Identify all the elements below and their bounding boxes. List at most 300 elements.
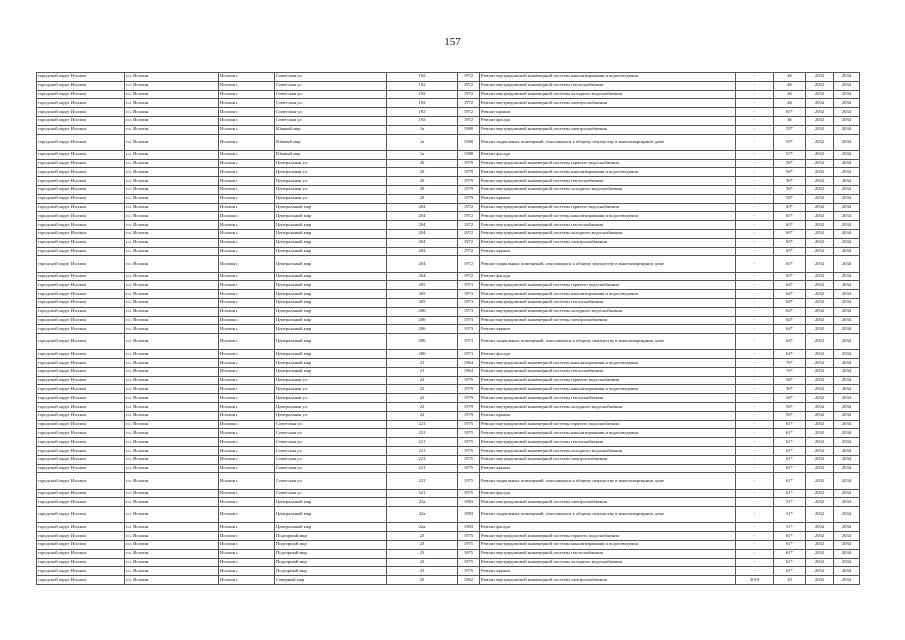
build-year-cell: 1975 <box>458 473 480 489</box>
work-type-cell: Ремонт крыши <box>480 325 736 334</box>
wear-percent-cell: 65* <box>774 203 806 212</box>
last-repair-year-cell: - <box>736 90 774 99</box>
last-repair-year-cell: - <box>736 359 774 368</box>
city-cell: г.о. Исилин <box>125 473 219 489</box>
settlement-cell: Исилин г. <box>219 281 275 290</box>
last-repair-year-cell: - <box>736 177 774 186</box>
house-number-cell: 221 <box>387 438 458 447</box>
table-row <box>37 507 860 523</box>
plan-start-year-cell: 2032 <box>806 212 834 221</box>
plan-end-year-cell: 2034 <box>834 558 860 567</box>
street-cell: Центральный мкр <box>275 367 387 376</box>
table-row <box>37 576 860 585</box>
settlement-cell: Исилин г. <box>219 376 275 385</box>
house-number-cell: 204 <box>387 238 458 247</box>
table-row <box>37 159 860 168</box>
wear-percent-cell: 64* <box>774 298 806 307</box>
table-row <box>37 81 860 90</box>
build-year-cell: 1964 <box>458 367 480 376</box>
work-type-cell: Ремонт внутридомовой инженерной системы канализирования и водоотведения <box>480 541 736 550</box>
okrug-cell: городской округ Исилин <box>37 73 125 82</box>
last-repair-year-cell: - <box>736 334 774 350</box>
table-row <box>37 73 860 82</box>
table-row <box>37 334 860 350</box>
house-number-cell: 192 <box>387 73 458 82</box>
table-row <box>37 455 860 464</box>
build-year-cell: 1983 <box>458 507 480 523</box>
work-type-cell: Ремонт крыши <box>480 411 736 420</box>
build-year-cell: 1979 <box>458 159 480 168</box>
plan-start-year-cell: 2032 <box>806 489 834 498</box>
last-repair-year-cell: - <box>736 307 774 316</box>
work-type-cell: Ремонт внутридомовой инженерной системы канализирования и водоотведения <box>480 290 736 299</box>
okrug-cell: городской округ Исилин <box>37 81 125 90</box>
city-cell: г.о. Исилин <box>125 81 219 90</box>
build-year-cell: 1979 <box>458 403 480 412</box>
plan-start-year-cell: 2032 <box>806 523 834 532</box>
last-repair-year-cell: 2010 <box>736 576 774 585</box>
house-number-cell: 221 <box>387 429 458 438</box>
street-cell: Центральный мкр <box>275 290 387 299</box>
last-repair-year-cell: - <box>736 99 774 108</box>
street-cell: Центральный мкр <box>275 256 387 272</box>
plan-start-year-cell: 2032 <box>806 81 834 90</box>
plan-start-year-cell: 2032 <box>806 73 834 82</box>
wear-percent-cell: 61* <box>774 489 806 498</box>
table-row <box>37 272 860 281</box>
plan-end-year-cell: 2034 <box>834 507 860 523</box>
plan-end-year-cell: 2034 <box>834 455 860 464</box>
plan-end-year-cell: 2034 <box>834 350 860 359</box>
table-row <box>37 194 860 203</box>
table-row <box>37 221 860 230</box>
house-number-cell: 1а <box>387 125 458 134</box>
plan-start-year-cell: 2032 <box>806 307 834 316</box>
house-number-cell: 204 <box>387 212 458 221</box>
work-type-cell: Ремонт внутридомовой инженерной системы электроснабжения <box>480 125 736 134</box>
okrug-cell: городской округ Исилин <box>37 473 125 489</box>
settlement-cell: Исилин г. <box>219 185 275 194</box>
street-cell: Советская ул. <box>275 108 387 117</box>
settlement-cell: Исилин г. <box>219 576 275 585</box>
city-cell: г.о. Исилин <box>125 394 219 403</box>
plan-start-year-cell: 2032 <box>806 411 834 420</box>
city-cell: г.о. Исилин <box>125 350 219 359</box>
plan-start-year-cell: 2032 <box>806 385 834 394</box>
house-number-cell: 20 <box>387 159 458 168</box>
build-year-cell: 1983 <box>458 498 480 507</box>
okrug-cell: городской округ Исилин <box>37 90 125 99</box>
last-repair-year-cell: - <box>736 116 774 125</box>
wear-percent-cell: 64* <box>774 290 806 299</box>
settlement-cell: Исилин г. <box>219 307 275 316</box>
settlement-cell: Исилин г. <box>219 150 275 159</box>
plan-end-year-cell: 2034 <box>834 185 860 194</box>
table-row <box>37 203 860 212</box>
table-row <box>37 108 860 117</box>
okrug-cell: городской округ Исилин <box>37 125 125 134</box>
city-cell: г.о. Исилин <box>125 90 219 99</box>
plan-end-year-cell: 2034 <box>834 359 860 368</box>
plan-start-year-cell: 2032 <box>806 185 834 194</box>
street-cell: Центральная ул. <box>275 177 387 186</box>
okrug-cell: городской округ Исилин <box>37 256 125 272</box>
settlement-cell: Исилин г. <box>219 455 275 464</box>
plan-start-year-cell: 2032 <box>806 532 834 541</box>
work-type-cell: Ремонт внутридомовой инженерной системы канализирования и водоотведения <box>480 429 736 438</box>
work-type-cell: Ремонт крыши <box>480 464 736 473</box>
street-cell: Центральный мкр <box>275 238 387 247</box>
house-number-cell: 22 <box>387 376 458 385</box>
street-cell: Центральный мкр <box>275 498 387 507</box>
city-cell: г.о. Исилин <box>125 73 219 82</box>
table-row <box>37 549 860 558</box>
settlement-cell: Исилин г. <box>219 298 275 307</box>
plan-end-year-cell: 2034 <box>834 203 860 212</box>
table-row <box>37 394 860 403</box>
wear-percent-cell: 65* <box>774 272 806 281</box>
okrug-cell: городской округ Исилин <box>37 159 125 168</box>
wear-percent-cell: 64* <box>774 316 806 325</box>
plan-end-year-cell: 2034 <box>834 290 860 299</box>
last-repair-year-cell: - <box>736 247 774 256</box>
plan-start-year-cell: 2032 <box>806 334 834 350</box>
work-type-cell: Ремонт фасада <box>480 350 736 359</box>
wear-percent-cell: 65* <box>774 229 806 238</box>
build-year-cell: 1975 <box>458 464 480 473</box>
okrug-cell: городской округ Исилин <box>37 247 125 256</box>
plan-start-year-cell: 2032 <box>806 150 834 159</box>
plan-start-year-cell: 2032 <box>806 367 834 376</box>
work-type-cell: Ремонт внутридомовой инженерной системы теплоснабжения <box>480 438 736 447</box>
city-cell: г.о. Исилин <box>125 403 219 412</box>
wear-percent-cell: 61* <box>774 464 806 473</box>
okrug-cell: городской округ Исилин <box>37 212 125 221</box>
last-repair-year-cell: - <box>736 108 774 117</box>
work-type-cell: Ремонт крыши <box>480 247 736 256</box>
city-cell: г.о. Исилин <box>125 558 219 567</box>
city-cell: г.о. Исилин <box>125 185 219 194</box>
build-year-cell: 1972 <box>458 221 480 230</box>
work-type-cell: Ремонт подвальных помещений, относящихся к общему имуществу в многоквартирном доме <box>480 507 736 523</box>
last-repair-year-cell: - <box>736 549 774 558</box>
city-cell: г.о. Исилин <box>125 212 219 221</box>
settlement-cell: Исилин г. <box>219 290 275 299</box>
build-year-cell: 1972 <box>458 272 480 281</box>
wear-percent-cell: 56* <box>774 411 806 420</box>
city-cell: г.о. Исилин <box>125 325 219 334</box>
city-cell: г.о. Исилин <box>125 221 219 230</box>
table-row <box>37 125 860 134</box>
table-row <box>37 290 860 299</box>
last-repair-year-cell: - <box>736 298 774 307</box>
city-cell: г.о. Исилин <box>125 203 219 212</box>
last-repair-year-cell: - <box>736 159 774 168</box>
city-cell: г.о. Исилин <box>125 316 219 325</box>
street-cell: Подгорный мкр <box>275 558 387 567</box>
plan-end-year-cell: 2034 <box>834 541 860 550</box>
table-row <box>37 350 860 359</box>
settlement-cell: Исилин г. <box>219 464 275 473</box>
house-number-cell: 192 <box>387 99 458 108</box>
wear-percent-cell: 56* <box>774 168 806 177</box>
wear-percent-cell: 61* <box>774 549 806 558</box>
plan-end-year-cell: 2034 <box>834 464 860 473</box>
settlement-cell: Исилин г. <box>219 203 275 212</box>
okrug-cell: городской округ Исилин <box>37 325 125 334</box>
okrug-cell: городской округ Исилин <box>37 203 125 212</box>
table-row <box>37 523 860 532</box>
settlement-cell: Исилин г. <box>219 73 275 82</box>
settlement-cell: Исилин г. <box>219 523 275 532</box>
plan-end-year-cell: 2034 <box>834 125 860 134</box>
plan-end-year-cell: 2034 <box>834 447 860 456</box>
okrug-cell: городской округ Исилин <box>37 316 125 325</box>
work-type-cell: Ремонт подвальных помещений, относящихся к общему имуществу в многоквартирном доме <box>480 473 736 489</box>
build-year-cell: 1972 <box>458 212 480 221</box>
build-year-cell: 1964 <box>458 359 480 368</box>
wear-percent-cell: 51* <box>774 498 806 507</box>
build-year-cell: 1979 <box>458 177 480 186</box>
city-cell: г.о. Исилин <box>125 411 219 420</box>
city-cell: г.о. Исилин <box>125 385 219 394</box>
table-row <box>37 541 860 550</box>
settlement-cell: Исилин г. <box>219 489 275 498</box>
wear-percent-cell: 46 <box>774 90 806 99</box>
okrug-cell: городской округ Исилин <box>37 455 125 464</box>
wear-percent-cell: 55* <box>774 134 806 150</box>
house-number-cell: 221 <box>387 473 458 489</box>
city-cell: г.о. Исилин <box>125 272 219 281</box>
okrug-cell: городской округ Исилин <box>37 523 125 532</box>
last-repair-year-cell: - <box>736 498 774 507</box>
street-cell: Советская ул. <box>275 420 387 429</box>
build-year-cell: 1979 <box>458 411 480 420</box>
plan-end-year-cell: 2034 <box>834 272 860 281</box>
okrug-cell: городской округ Исилин <box>37 177 125 186</box>
house-number-cell: 206 <box>387 316 458 325</box>
build-year-cell: 1973 <box>458 334 480 350</box>
work-type-cell: Ремонт внутридомовой инженерной системы горячего водоснабжения <box>480 159 736 168</box>
build-year-cell: 1975 <box>458 532 480 541</box>
city-cell: г.о. Исилин <box>125 367 219 376</box>
plan-end-year-cell: 2034 <box>834 238 860 247</box>
work-type-cell: Ремонт внутридомовой инженерной системы электроснабжения <box>480 576 736 585</box>
okrug-cell: городской округ Исилин <box>37 194 125 203</box>
work-type-cell: Ремонт внутридомовой инженерной системы холодного водоснабжения <box>480 447 736 456</box>
settlement-cell: Исилин г. <box>219 438 275 447</box>
last-repair-year-cell: - <box>736 203 774 212</box>
plan-end-year-cell: 2034 <box>834 549 860 558</box>
house-number-cell: 204 <box>387 247 458 256</box>
wear-percent-cell: 65* <box>774 108 806 117</box>
table-row <box>37 116 860 125</box>
settlement-cell: Исилин г. <box>219 229 275 238</box>
wear-percent-cell: 10 <box>774 576 806 585</box>
city-cell: г.о. Исилин <box>125 247 219 256</box>
plan-end-year-cell: 2034 <box>834 150 860 159</box>
okrug-cell: городской округ Исилин <box>37 447 125 456</box>
wear-percent-cell: 61* <box>774 541 806 550</box>
okrug-cell: городской округ Исилин <box>37 168 125 177</box>
plan-start-year-cell: 2032 <box>806 541 834 550</box>
plan-start-year-cell: 2032 <box>806 256 834 272</box>
house-number-cell: 23 <box>387 532 458 541</box>
settlement-cell: Исилин г. <box>219 221 275 230</box>
house-number-cell: 204 <box>387 221 458 230</box>
house-number-cell: 1а <box>387 134 458 150</box>
plan-start-year-cell: 2032 <box>806 350 834 359</box>
last-repair-year-cell: - <box>736 367 774 376</box>
street-cell: Советская ул. <box>275 489 387 498</box>
table-row <box>37 447 860 456</box>
build-year-cell: 1979 <box>458 394 480 403</box>
okrug-cell: городской округ Исилин <box>37 334 125 350</box>
last-repair-year-cell: - <box>736 256 774 272</box>
work-type-cell: Ремонт внутридомовой инженерной системы канализирования и водоотведения <box>480 359 736 368</box>
okrug-cell: городской округ Исилин <box>37 438 125 447</box>
wear-percent-cell: 64* <box>774 325 806 334</box>
last-repair-year-cell: - <box>736 473 774 489</box>
plan-start-year-cell: 2032 <box>806 272 834 281</box>
plan-start-year-cell: 2032 <box>806 134 834 150</box>
okrug-cell: городской округ Исилин <box>37 549 125 558</box>
street-cell: Центральный мкр <box>275 359 387 368</box>
house-number-cell: 221 <box>387 447 458 456</box>
table-row <box>37 429 860 438</box>
plan-start-year-cell: 2032 <box>806 125 834 134</box>
settlement-cell: Исилин г. <box>219 507 275 523</box>
build-year-cell: 1975 <box>458 489 480 498</box>
build-year-cell: 1975 <box>458 447 480 456</box>
work-type-cell: Ремонт крыши <box>480 108 736 117</box>
build-year-cell: 1972 <box>458 247 480 256</box>
plan-start-year-cell: 2032 <box>806 229 834 238</box>
house-number-cell: 206 <box>387 325 458 334</box>
build-year-cell: 1972 <box>458 81 480 90</box>
build-year-cell: 1975 <box>458 567 480 576</box>
table-row <box>37 256 860 272</box>
okrug-cell: городской округ Исилин <box>37 429 125 438</box>
wear-percent-cell: 61* <box>774 438 806 447</box>
settlement-cell: Исилин г. <box>219 403 275 412</box>
build-year-cell: 1979 <box>458 168 480 177</box>
street-cell: Центральный мкр <box>275 316 387 325</box>
street-cell: Центральная ул. <box>275 159 387 168</box>
okrug-cell: городской округ Исилин <box>37 290 125 299</box>
city-cell: г.о. Исилин <box>125 447 219 456</box>
plan-end-year-cell: 2034 <box>834 81 860 90</box>
settlement-cell: Исилин г. <box>219 316 275 325</box>
house-number-cell: 20 <box>387 185 458 194</box>
table-row <box>37 403 860 412</box>
house-number-cell: 206 <box>387 307 458 316</box>
last-repair-year-cell: - <box>736 229 774 238</box>
last-repair-year-cell: - <box>736 290 774 299</box>
table-row <box>37 376 860 385</box>
build-year-cell: 1973 <box>458 290 480 299</box>
last-repair-year-cell: - <box>736 281 774 290</box>
plan-end-year-cell: 2034 <box>834 498 860 507</box>
wear-percent-cell: 56* <box>774 394 806 403</box>
last-repair-year-cell: - <box>736 185 774 194</box>
street-cell: Центральный мкр <box>275 212 387 221</box>
plan-start-year-cell: 2032 <box>806 567 834 576</box>
build-year-cell: 1972 <box>458 203 480 212</box>
street-cell: Центральный мкр <box>275 298 387 307</box>
plan-start-year-cell: 2032 <box>806 221 834 230</box>
plan-start-year-cell: 2032 <box>806 455 834 464</box>
work-type-cell: Ремонт внутридомовой инженерной системы теплоснабжения <box>480 81 736 90</box>
table-row <box>37 473 860 489</box>
capital-repair-table <box>36 72 859 585</box>
wear-percent-cell: 51* <box>774 507 806 523</box>
last-repair-year-cell: - <box>736 411 774 420</box>
last-repair-year-cell: - <box>736 567 774 576</box>
settlement-cell: Исилин г. <box>219 334 275 350</box>
street-cell: Советская ул. <box>275 73 387 82</box>
house-number-cell: 204 <box>387 203 458 212</box>
work-type-cell: Ремонт крыши <box>480 567 736 576</box>
house-number-cell: 204 <box>387 272 458 281</box>
last-repair-year-cell: - <box>736 394 774 403</box>
street-cell: Советская ул. <box>275 116 387 125</box>
okrug-cell: городской округ Исилин <box>37 298 125 307</box>
wear-percent-cell: 61* <box>774 567 806 576</box>
build-year-cell: 1972 <box>458 229 480 238</box>
wear-percent-cell: 56* <box>774 403 806 412</box>
plan-start-year-cell: 2032 <box>806 316 834 325</box>
plan-end-year-cell: 2034 <box>834 532 860 541</box>
plan-start-year-cell: 2032 <box>806 116 834 125</box>
city-cell: г.о. Исилин <box>125 298 219 307</box>
street-cell: Подгорный мкр <box>275 567 387 576</box>
okrug-cell: городской округ Исилин <box>37 489 125 498</box>
plan-end-year-cell: 2034 <box>834 367 860 376</box>
build-year-cell: 1983 <box>458 523 480 532</box>
last-repair-year-cell: - <box>736 73 774 82</box>
wear-percent-cell: 51* <box>774 523 806 532</box>
plan-end-year-cell: 2034 <box>834 212 860 221</box>
city-cell: г.о. Исилин <box>125 549 219 558</box>
last-repair-year-cell: - <box>736 455 774 464</box>
table-row <box>37 567 860 576</box>
work-type-cell: Ремонт внутридомовой инженерной системы канализирования и водоотведения <box>480 73 736 82</box>
settlement-cell: Исилин г. <box>219 498 275 507</box>
city-cell: г.о. Исилин <box>125 194 219 203</box>
table-row <box>37 420 860 429</box>
street-cell: Центральный мкр <box>275 325 387 334</box>
house-number-cell: 22 <box>387 394 458 403</box>
plan-start-year-cell: 2032 <box>806 549 834 558</box>
house-number-cell: 23 <box>387 567 458 576</box>
house-number-cell: 206 <box>387 350 458 359</box>
work-type-cell: Ремонт внутридомовой инженерной системы канализирования и водоотведения <box>480 385 736 394</box>
street-cell: Советская ул. <box>275 429 387 438</box>
plan-end-year-cell: 2034 <box>834 376 860 385</box>
okrug-cell: городской округ Исилин <box>37 307 125 316</box>
plan-start-year-cell: 2032 <box>806 429 834 438</box>
street-cell: Центральный мкр <box>275 507 387 523</box>
plan-start-year-cell: 2032 <box>806 447 834 456</box>
last-repair-year-cell: - <box>736 350 774 359</box>
table-row <box>37 134 860 150</box>
plan-end-year-cell: 2034 <box>834 473 860 489</box>
wear-percent-cell: 56* <box>774 385 806 394</box>
city-cell: г.о. Исилин <box>125 498 219 507</box>
settlement-cell: Исилин г. <box>219 473 275 489</box>
table-body <box>37 73 860 585</box>
